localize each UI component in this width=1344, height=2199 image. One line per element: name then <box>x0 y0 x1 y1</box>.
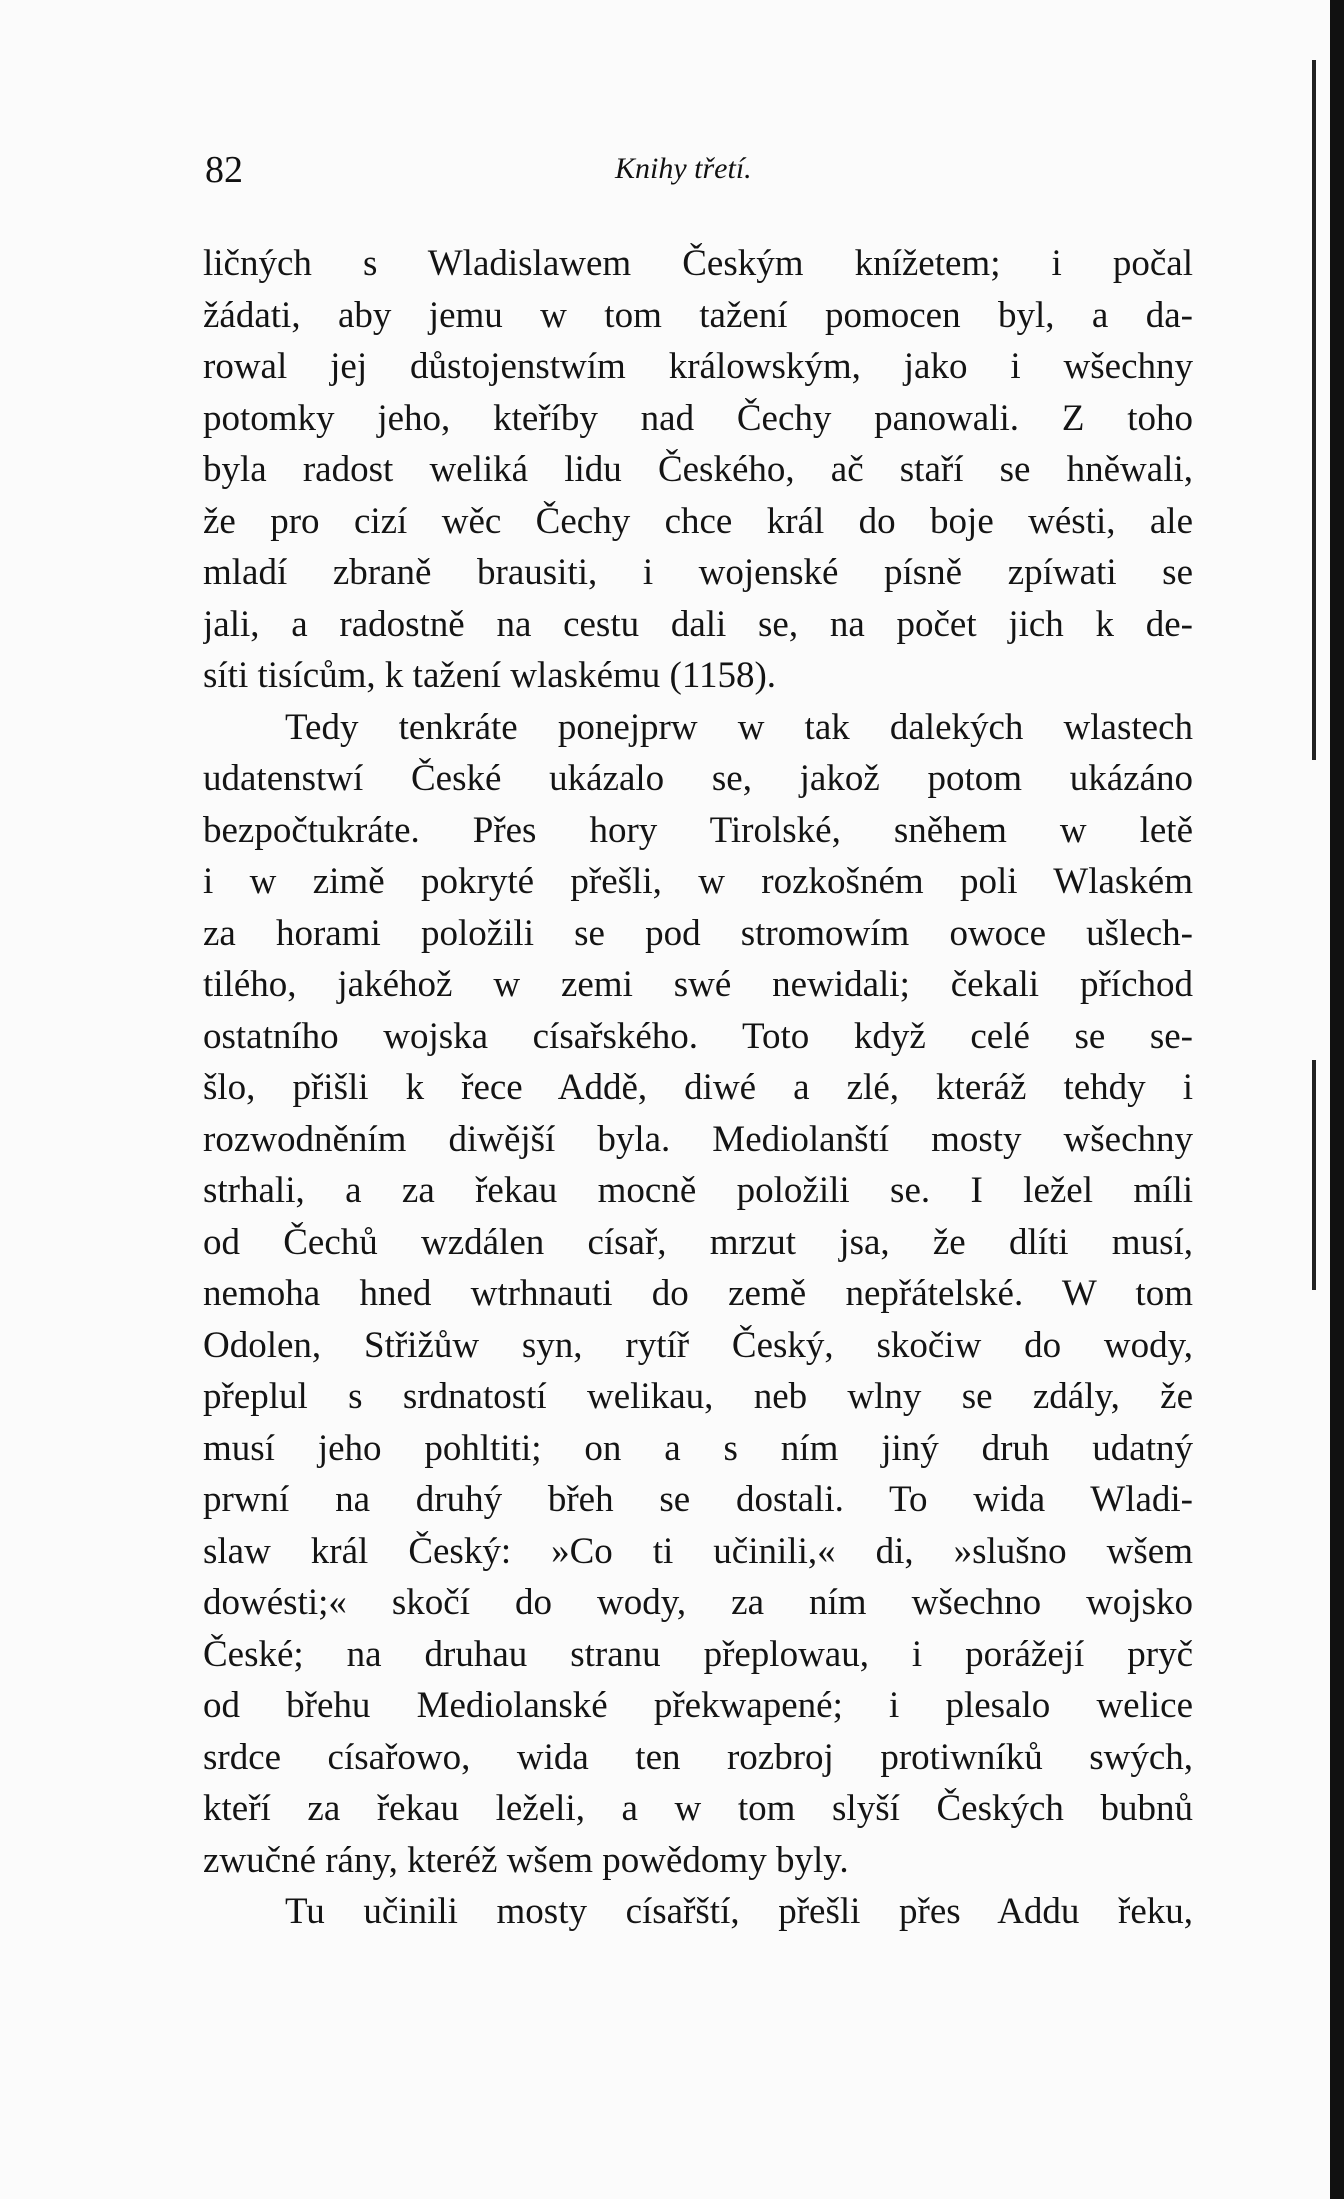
text-line: mladí zbraně brausiti, i wojenské písně zpíwati se <box>203 552 1193 593</box>
text-line: nemoha hned wtrhnauti do země nepřátelské. W tom <box>203 1273 1193 1314</box>
text-line: musí jeho pohltiti; on a s ním jiný druh udatný <box>203 1427 1193 1469</box>
text-line: srdce císařowo, wida ten rozbroj protiwníků swých, <box>203 1736 1193 1778</box>
text-line: přeplul s srdnatostí welikau, neb wlny se zdály, že <box>203 1376 1193 1417</box>
text-line: prwní na druhý břeh se dostali. To wida Wladi- <box>203 1479 1193 1520</box>
text-line: slaw král Český: »Co ti učinili,« di, »slušno wšem <box>203 1530 1193 1572</box>
running-head: Knihy třetí. <box>615 152 752 185</box>
text-line: Odolen, Střižůw syn, rytíř Český, skočiw do wody, <box>203 1324 1193 1366</box>
text-line: České; na druhau stranu přeplowau, i porážejí pryč <box>203 1633 1193 1675</box>
text-line: od břehu Mediolanské překwapené; i plesalo welice <box>203 1685 1193 1726</box>
scan-edge <box>1330 0 1344 2199</box>
text-line: byla radost weliká lidu Českého, ač staří se hněwali, <box>203 449 1193 490</box>
right-edge-rule <box>1312 60 1316 760</box>
text-line: jali, a radostně na cestu dali se, na počet jich k de- <box>203 603 1193 645</box>
text-line: od Čechů wzdálen císař, mrzut jsa, že dlíti musí, <box>203 1221 1193 1263</box>
text-line: Tedy tenkráte ponejprw w tak dalekých wlastech <box>285 706 1193 748</box>
text-line: potomky jeho, kteříby nad Čechy panowali. Z toho <box>203 397 1193 439</box>
text-line: šlo, přišli k řece Addě, diwé a zlé, kteráž tehdy i <box>203 1067 1193 1108</box>
text-line: zwučné rány, kteréž wšem powědomy byly. <box>203 1839 849 1881</box>
text-line: ličných s Wladislawem Českým knížetem; i počal <box>203 243 1193 284</box>
page-number: 82 <box>205 149 243 191</box>
right-edge-rule <box>1312 1060 1316 1290</box>
text-line: síti tisícům, k tažení wlaskému (1158). <box>203 655 777 696</box>
text-line: že pro cizí wěc Čechy chce král do boje wésti, ale <box>203 500 1193 542</box>
text-line: ostatního wojska císařského. Toto když celé se se- <box>203 1015 1193 1057</box>
text-line: kteří za řekau leželi, a w tom slyší Českých bubnů <box>203 1788 1193 1829</box>
text-line: tilého, jakéhož w zemi swé newidali; čekali příchod <box>203 964 1193 1005</box>
text-line: udatenstwí České ukázalo se, jakož potom ukázáno <box>203 758 1193 799</box>
text-line: Tu učinili mosty císařští, přešli přes Addu řeku, <box>285 1891 1193 1932</box>
text-line: za horami položili se pod stromowím owoce ušlech- <box>203 912 1193 954</box>
text-line: žádati, aby jemu w tom tažení pomocen byl, a da- <box>203 294 1193 336</box>
body-text <box>203 238 1193 1938</box>
text-line: rozwodněním diwější byla. Mediolanští mosty wšechny <box>203 1118 1193 1160</box>
page-header <box>205 148 1185 198</box>
text-line: i w zimě pokryté přešli, w rozkošném poli Wlaském <box>203 861 1193 902</box>
text-line: rowal jej důstojenstwím králowským, jako i wšechny <box>203 346 1193 387</box>
text-line: dowésti;« skočí do wody, za ním wšechno wojsko <box>203 1582 1193 1623</box>
text-line: strhali, a za řekau mocně položili se. I ležel míli <box>203 1170 1193 1211</box>
text-line: bezpočtukráte. Přes hory Tirolské, sněhem w letě <box>203 809 1193 851</box>
